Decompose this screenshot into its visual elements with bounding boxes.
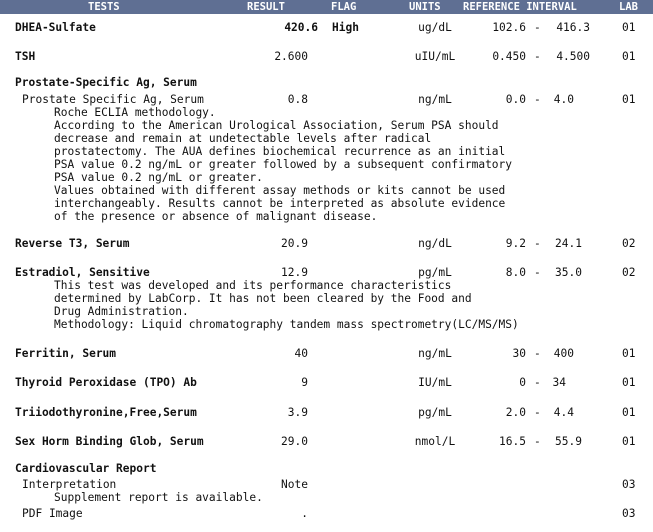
header-result: RESULT bbox=[247, 1, 285, 13]
ref-low: 0.450 bbox=[492, 50, 526, 63]
test-name: PDF Image bbox=[22, 507, 83, 520]
test-lab: 03 bbox=[622, 507, 636, 520]
header-units: UNITS bbox=[409, 1, 441, 13]
test-lab: 02 bbox=[622, 266, 636, 279]
note-line: Drug Administration. bbox=[54, 305, 189, 318]
ref-high: 4.500 bbox=[556, 50, 590, 63]
header-reference-interval: REFERENCE INTERVAL bbox=[463, 1, 577, 13]
ref-high: 55.9 bbox=[555, 435, 582, 448]
note-line: interchangeably. Results cannot be interpreted as absolute evidence bbox=[54, 197, 506, 210]
test-name: Estradiol, Sensitive bbox=[15, 266, 150, 279]
test-result: 420.6 bbox=[284, 21, 318, 34]
test-units: ug/dL bbox=[418, 21, 452, 34]
note-line: Roche ECLIA methodology. bbox=[54, 106, 216, 119]
header-flag: FLAG bbox=[331, 1, 357, 13]
ref-high: 4.4 bbox=[553, 406, 574, 419]
ref-high: 34 bbox=[552, 376, 566, 389]
note-line: PSA value 0.2 ng/mL or greater followed by a subsequent confirmatory bbox=[54, 158, 513, 171]
ref-low: 16.5 bbox=[499, 435, 526, 448]
ref-low: 8.0 bbox=[505, 266, 526, 279]
test-name: Triiodothyronine,Free,Serum bbox=[15, 406, 197, 419]
note-line: prostatectomy. The AUA defines biochemical recurrence as an initial bbox=[54, 145, 506, 158]
test-name: Prostate Specific Ag, Serum bbox=[22, 93, 204, 106]
test-name: Reverse T3, Serum bbox=[15, 237, 130, 250]
test-lab: 01 bbox=[622, 93, 636, 106]
ref-dash: - bbox=[534, 50, 541, 63]
test-lab: 01 bbox=[622, 435, 636, 448]
ref-high: 400 bbox=[553, 347, 574, 360]
test-result: 29.0 bbox=[281, 435, 308, 448]
test-units: ng/dL bbox=[418, 237, 452, 250]
test-units: uIU/mL bbox=[414, 50, 456, 63]
test-lab: 01 bbox=[622, 406, 636, 419]
note-line: Supplement report is available. bbox=[54, 491, 263, 504]
test-units: IU/mL bbox=[418, 376, 452, 389]
ref-low: 0 bbox=[519, 376, 526, 389]
test-lab: 02 bbox=[622, 237, 636, 250]
ref-dash: - bbox=[534, 21, 541, 34]
note-line: Methodology: Liquid chromatography tandem mass spectrometry(LC/MS/MS) bbox=[54, 318, 519, 331]
ref-dash: - bbox=[534, 266, 541, 279]
note-line: decrease and remain at undetectable levels after radical bbox=[54, 132, 432, 145]
test-name: Sex Horm Binding Glob, Serum bbox=[15, 435, 204, 448]
ref-low: 9.2 bbox=[505, 237, 526, 250]
test-lab: 01 bbox=[622, 21, 636, 34]
test-lab: 01 bbox=[622, 347, 636, 360]
test-units: ng/mL bbox=[418, 93, 452, 106]
test-result: 12.9 bbox=[281, 266, 308, 279]
header-lab: LAB bbox=[619, 1, 638, 13]
test-lab: 03 bbox=[622, 478, 636, 491]
test-result: 0.8 bbox=[287, 93, 308, 106]
test-group-name: Cardiovascular Report bbox=[15, 462, 157, 475]
test-name: Thyroid Peroxidase (TPO) Ab bbox=[15, 376, 197, 389]
test-name: Ferritin, Serum bbox=[15, 347, 117, 360]
ref-high: 416.3 bbox=[556, 21, 590, 34]
test-units: pg/mL bbox=[418, 266, 452, 279]
test-result: 3.9 bbox=[287, 406, 308, 419]
test-result: 40 bbox=[294, 347, 308, 360]
note-line: determined by LabCorp. It has not been cleared by the Food and bbox=[54, 292, 472, 305]
ref-high: 24.1 bbox=[555, 237, 582, 250]
test-units: pg/mL bbox=[418, 406, 452, 419]
test-lab: 01 bbox=[622, 376, 636, 389]
ref-dash: - bbox=[534, 237, 541, 250]
test-name: DHEA-Sulfate bbox=[15, 21, 96, 34]
ref-low: 0.0 bbox=[505, 93, 526, 106]
note-line: Values obtained with different assay methods or kits cannot be used bbox=[54, 184, 506, 197]
ref-dash: - bbox=[534, 376, 541, 389]
note-line: This test was developed and its performance characteristics bbox=[54, 279, 452, 292]
note-line: PSA value 0.2 ng/mL or greater. bbox=[54, 171, 263, 184]
header-tests: TESTS bbox=[88, 1, 120, 13]
ref-low: 2.0 bbox=[505, 406, 526, 419]
test-result: 9 bbox=[301, 376, 308, 389]
test-result: . bbox=[301, 507, 308, 520]
test-group-name: Prostate-Specific Ag, Serum bbox=[15, 76, 197, 89]
ref-high: 35.0 bbox=[555, 266, 582, 279]
table-header bbox=[0, 0, 653, 14]
ref-dash: - bbox=[534, 93, 541, 106]
test-lab: 01 bbox=[622, 50, 636, 63]
test-name: TSH bbox=[15, 50, 36, 63]
note-line: According to the American Urological Association, Serum PSA should bbox=[54, 119, 499, 132]
ref-high: 4.0 bbox=[553, 93, 574, 106]
test-result: 20.9 bbox=[281, 237, 308, 250]
test-units: ng/mL bbox=[418, 347, 452, 360]
ref-dash: - bbox=[534, 435, 541, 448]
ref-low: 102.6 bbox=[492, 21, 526, 34]
ref-dash: - bbox=[534, 347, 541, 360]
test-units: nmol/L bbox=[414, 435, 456, 448]
ref-low: 30 bbox=[512, 347, 526, 360]
test-result: 2.600 bbox=[274, 50, 308, 63]
test-flag: High bbox=[332, 21, 359, 34]
note-line: of the presence or absence of malignant disease. bbox=[54, 210, 378, 223]
test-result: Note bbox=[281, 478, 308, 491]
ref-dash: - bbox=[534, 406, 541, 419]
test-name: Interpretation bbox=[22, 478, 117, 491]
